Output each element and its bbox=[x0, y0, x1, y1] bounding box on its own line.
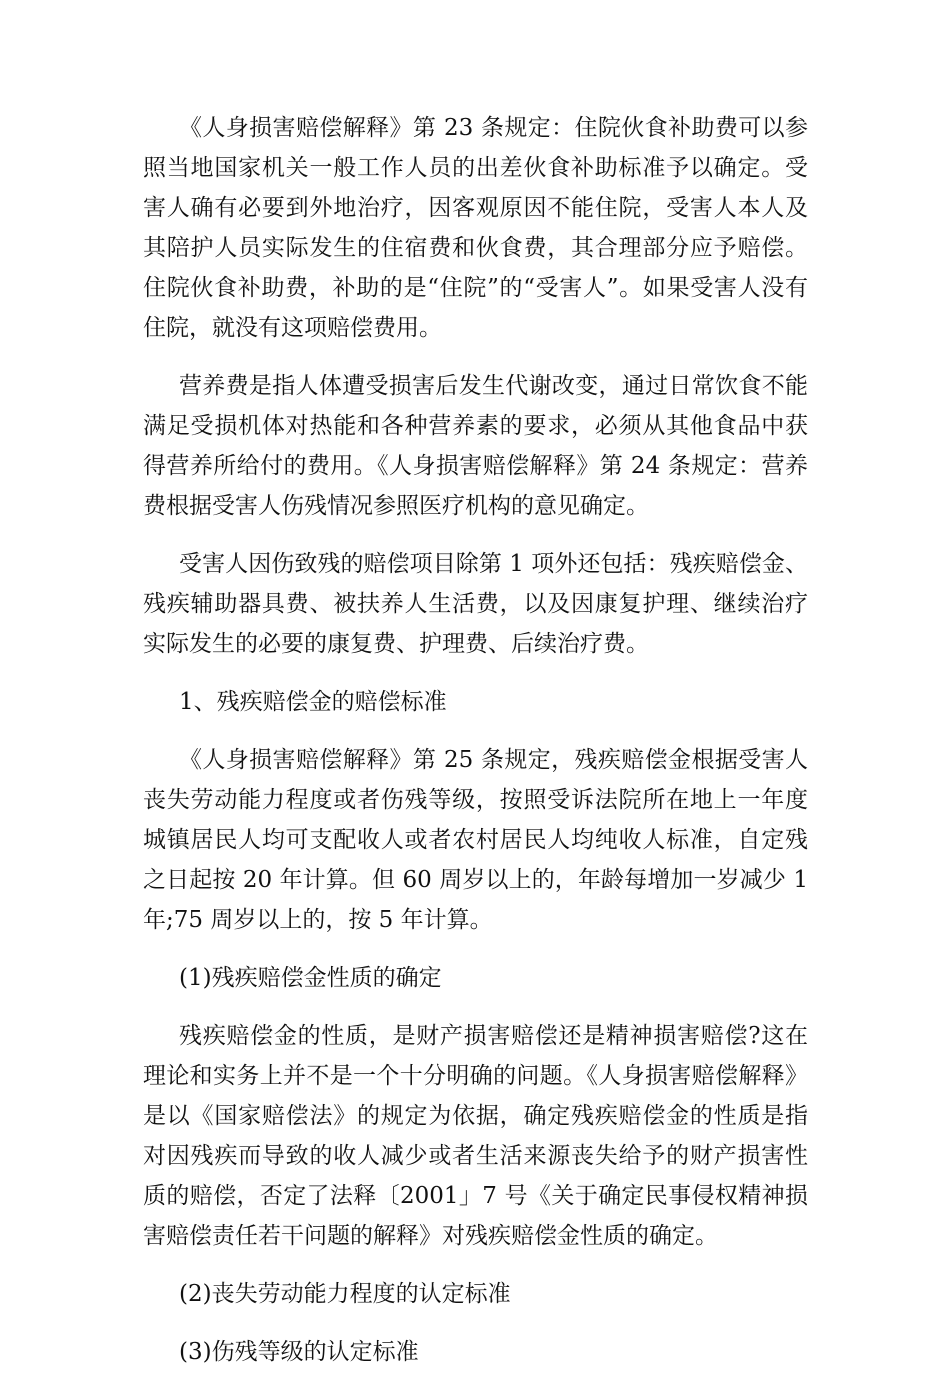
paragraph-nutrition-fee: 营养费是指人体遭受损害后发生代谢改变，通过日常饮食不能满足受损机体对热能和各种营养素的要求，必须从其他食品中获得营养所给付的费用。《人身损害赔偿解释》第 24 条规定：营养费根据受害人伤残情况参照医疗机构的意见确定。 bbox=[143, 373, 808, 519]
section-heading-disability-compensation-standard: 1、残疾赔偿金的赔偿标准 bbox=[179, 689, 447, 715]
paragraph-hospital-meal-allowance: 《人身损害赔偿解释》第 23 条规定：住院伙食补助费可以参照当地国家机关一般工作人员的出差伙食补助标准予以确定。受害人确有必要到外地治疗，因客观原因不能住院，受害人本人及其陪护人员实际发生的住宿费和伙食费，其合理部分应予赔偿。住院伙食补助费，补助的是“住院”的“受害人”。如果受害人没有住院，就没有这项赔偿费用。 bbox=[143, 115, 808, 341]
subheading-labor-capacity-standard: (2)丧失劳动能力程度的认定标准 bbox=[179, 1281, 511, 1307]
paragraph-disability-items: 受害人因伤致残的赔偿项目除第 1 项外还包括：残疾赔偿金、残疾辅助器具费、被扶养人生活费，以及因康复护理、继续治疗实际发生的必要的康复费、护理费、后续治疗费。 bbox=[143, 551, 808, 657]
document-body bbox=[143, 108, 808, 1390]
paragraph-compensation-nature: 残疾赔偿金的性质，是财产损害赔偿还是精神损害赔偿?这在理论和实务上并不是一个十分明确的问题。《人身损害赔偿解释》是以《国家赔偿法》的规定为依据，确定残疾赔偿金的性质是指对因残疾而导致的收人减少或者生活来源丧失给予的财产损害性质的赔偿，否定了法释〔2001」7 号《关于确定民事侵权精神损害赔偿责任若干问题的解释》对残疾赔偿金性质的确定。 bbox=[143, 1023, 808, 1249]
paragraph-article-25: 《人身损害赔偿解释》第 25 条规定，残疾赔偿金根据受害人丧失劳动能力程度或者伤残等级，按照受诉法院所在地上一年度城镇居民人均可支配收人或者农村居民人均纯收人标准，自定残之日起按 20 年计算。但 60 周岁以上的，年龄每增加一岁减少 1 年;75 周岁以上的，按 5 年计算。 bbox=[143, 747, 808, 933]
subheading-compensation-nature: (1)残疾赔偿金性质的确定 bbox=[179, 965, 442, 991]
subheading-disability-grade-standard: (3)伤残等级的认定标准 bbox=[179, 1339, 419, 1365]
